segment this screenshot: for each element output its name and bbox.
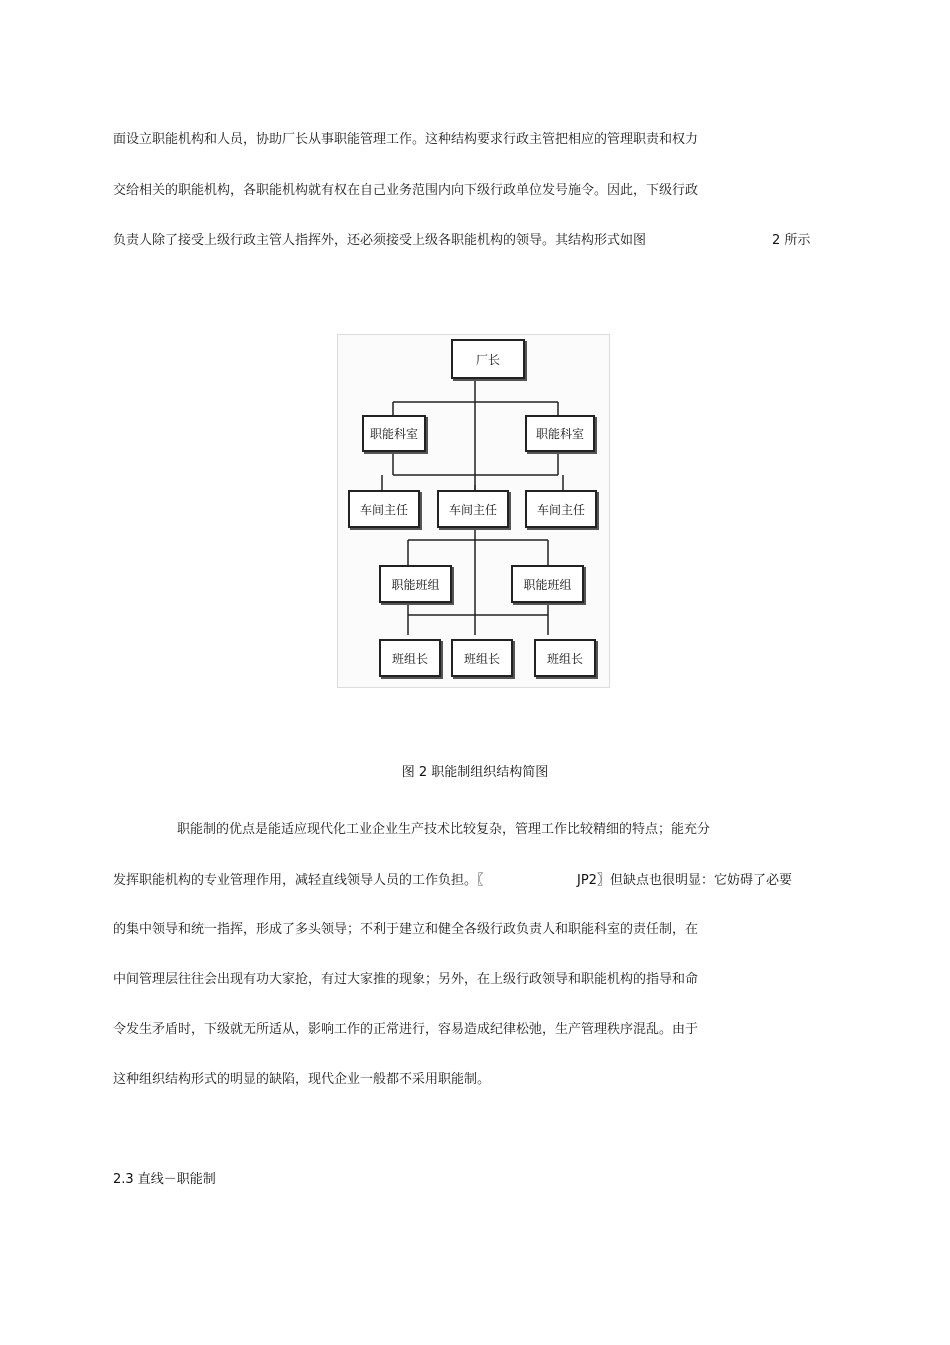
paragraph-line: 面设立职能机构和人员，协助厂长从事职能管理工作。这种结构要求行政主管把相应的管理职责和权力 <box>113 132 699 147</box>
paragraph-line: 职能制的优点是能适应现代化工业企业生产技术比较复杂，管理工作比较精细的特点；能充分 <box>177 822 711 837</box>
paragraph-line: 发挥职能机构的专业管理作用，减轻直线领导人员的工作负担。〖 <box>113 873 484 888</box>
chart-node-functional-team: 职能班组 <box>379 565 452 603</box>
paragraph-line-tail: 2 所示 <box>772 233 811 248</box>
paragraph-line: 中间管理层往往会出现有功大家抢，有过大家推的现象；另外，在上级行政领导和职能机构的指导和命 <box>113 972 699 987</box>
chart-node-functional-dept: 职能科室 <box>525 415 595 452</box>
chart-node-workshop-director: 车间主任 <box>348 490 420 528</box>
paragraph-line: 交给相关的职能机构，各职能机构就有权在自己业务范围内向下级行政单位发号施令。因此，下级行政 <box>113 183 699 198</box>
chart-node-team-leader: 班组长 <box>379 639 441 677</box>
paragraph-line: 负责人除了接受上级行政主管人指挥外，还必须接受上级各职能机构的领导。其结构形式如图 <box>113 233 647 248</box>
chart-node-workshop-director: 车间主任 <box>437 490 509 528</box>
chart-node-workshop-director: 车间主任 <box>525 490 597 528</box>
paragraph-line-tail: JP2〗但缺点也很明显：它妨碍了必要 <box>577 873 792 888</box>
chart-node-team-leader: 班组长 <box>451 639 513 677</box>
paragraph-line: 令发生矛盾时，下级就无所适从，影响工作的正常进行，容易造成纪律松弛，生产管理秩序混乱。由于 <box>113 1022 699 1037</box>
paragraph-line: 这种组织结构形式的明显的缺陷，现代企业一般都不采用职能制。 <box>113 1072 491 1087</box>
chart-node-factory-director: 厂长 <box>451 339 525 379</box>
chart-node-functional-team: 职能班组 <box>511 565 584 603</box>
chart-node-functional-dept: 职能科室 <box>362 415 426 452</box>
section-heading: 2.3 直线－职能制 <box>113 1172 216 1187</box>
org-chart-figure <box>337 334 610 688</box>
paragraph-line: 的集中领导和统一指挥，形成了多头领导；不利于建立和健全各级行政负责人和职能科室的责任制，在 <box>113 922 699 937</box>
chart-node-team-leader: 班组长 <box>534 639 596 677</box>
figure-caption: 图 2 职能制组织结构简图 <box>401 765 549 780</box>
